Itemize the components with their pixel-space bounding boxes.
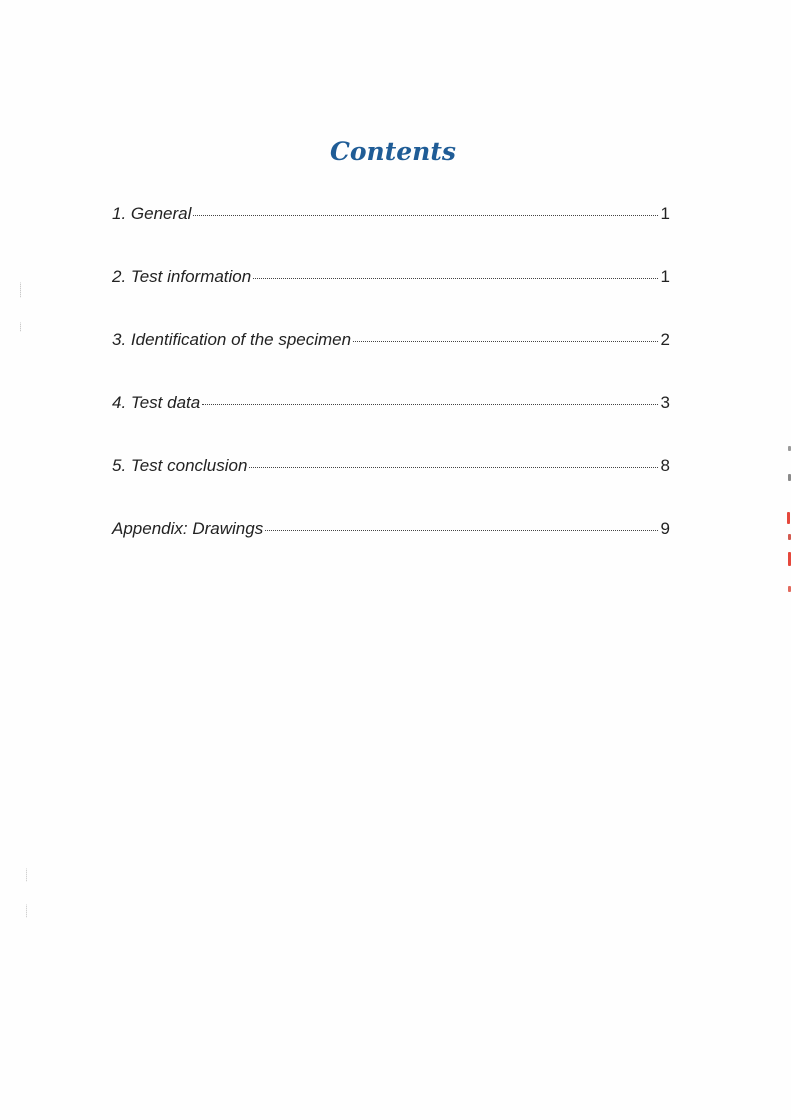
toc-entry-label: 4. Test data bbox=[112, 393, 201, 412]
toc-page-number: 9 bbox=[660, 519, 670, 538]
scan-artifact-mark bbox=[26, 868, 30, 882]
toc-entry-test-data[interactable] bbox=[112, 393, 670, 456]
scan-artifact-mark bbox=[20, 282, 24, 298]
scan-artifact-mark bbox=[26, 904, 30, 918]
scan-artifact-mark bbox=[787, 512, 790, 524]
toc-page-number: 8 bbox=[660, 456, 670, 475]
dot-leader bbox=[353, 341, 657, 342]
toc-entry-label: 3. Identification of the specimen bbox=[112, 330, 352, 349]
toc-entry-label: 2. Test information bbox=[112, 267, 252, 286]
dot-leader bbox=[265, 530, 657, 531]
toc-entry-identification[interactable] bbox=[112, 330, 670, 393]
toc-page-number: 1 bbox=[660, 267, 670, 286]
contents-title: Contents bbox=[329, 137, 456, 166]
toc-page-number: 3 bbox=[660, 393, 670, 412]
dot-leader bbox=[202, 404, 657, 405]
dot-leader bbox=[249, 467, 657, 468]
toc-entry-test-conclusion[interactable] bbox=[112, 456, 670, 519]
toc-page-number: 1 bbox=[660, 204, 670, 223]
dot-leader bbox=[253, 278, 657, 279]
toc-entry-appendix-drawings[interactable] bbox=[112, 519, 670, 582]
dot-leader bbox=[193, 215, 657, 216]
toc-entry-test-information[interactable] bbox=[112, 267, 670, 330]
scan-artifact-mark bbox=[20, 322, 24, 332]
toc-page-number: 2 bbox=[660, 330, 670, 349]
table-of-contents bbox=[112, 204, 670, 582]
toc-entry-label: 1. General bbox=[112, 204, 192, 223]
toc-entry-general[interactable] bbox=[112, 204, 670, 267]
toc-entry-label: 5. Test conclusion bbox=[112, 456, 248, 475]
toc-entry-label: Appendix: Drawings bbox=[112, 519, 264, 538]
